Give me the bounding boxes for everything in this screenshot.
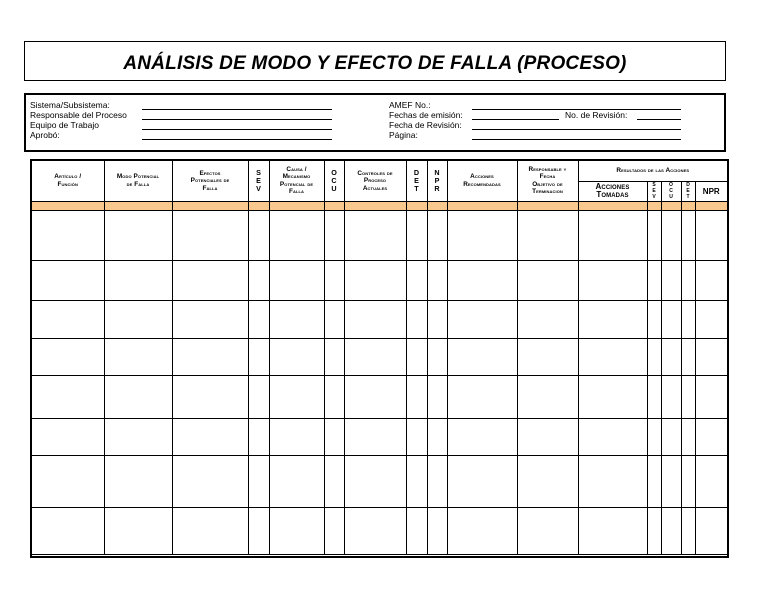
- table-cell[interactable]: [427, 455, 447, 507]
- table-cell[interactable]: [661, 455, 681, 507]
- info-box: [24, 93, 726, 152]
- table-cell[interactable]: [427, 338, 447, 375]
- table-cell[interactable]: [427, 375, 447, 418]
- header-acciones-tomadas-line1: Acciones: [595, 181, 630, 191]
- table-cell[interactable]: [647, 210, 661, 260]
- header-causa-line4: Falla: [288, 188, 305, 196]
- table-cell[interactable]: [695, 375, 727, 418]
- header-causa-line2: Mecanismo: [282, 173, 311, 181]
- header-sev: [248, 161, 269, 201]
- table-cell[interactable]: [324, 300, 344, 338]
- table-cell[interactable]: [517, 300, 578, 338]
- header-sev-e: E: [256, 175, 261, 185]
- header-acciones-tomadas: [578, 181, 647, 201]
- header-ocu-o: O: [331, 167, 337, 177]
- header-sev-v: V: [256, 183, 261, 193]
- table-cell[interactable]: [647, 300, 661, 338]
- table-cell[interactable]: [104, 455, 172, 507]
- table-cell[interactable]: [324, 260, 344, 300]
- table-row: [32, 260, 727, 300]
- table-cell[interactable]: [517, 507, 578, 554]
- header-efectos: [172, 161, 248, 201]
- label-fecha-revision: Fecha de Revisión:: [389, 120, 462, 130]
- table-cell[interactable]: [344, 375, 406, 418]
- header-controles-line3: Actuales: [362, 184, 388, 192]
- table-cell[interactable]: [427, 507, 447, 554]
- header-npr-r: R: [434, 183, 440, 193]
- table-cell[interactable]: [661, 210, 681, 260]
- header-res-sev-v: V: [652, 194, 656, 200]
- table-cell[interactable]: [248, 418, 269, 455]
- table-cell[interactable]: [269, 300, 324, 338]
- table-cell[interactable]: [32, 260, 104, 300]
- table-cell[interactable]: [647, 375, 661, 418]
- table-cell[interactable]: [104, 418, 172, 455]
- table-cell[interactable]: [578, 338, 647, 375]
- table-cell[interactable]: [517, 418, 578, 455]
- table-cell[interactable]: [104, 375, 172, 418]
- header-det: [406, 161, 427, 201]
- table-cell[interactable]: [172, 418, 248, 455]
- table-cell[interactable]: [104, 260, 172, 300]
- header-causa-line1: Causa /: [286, 165, 307, 173]
- table-cell[interactable]: [681, 455, 695, 507]
- header-acciones-line1: Acciones: [470, 173, 494, 181]
- table-cell[interactable]: [269, 455, 324, 507]
- table-cell[interactable]: [427, 210, 447, 260]
- table-cell[interactable]: [32, 300, 104, 338]
- field-responsable[interactable]: [142, 119, 332, 120]
- table-cell[interactable]: [447, 418, 517, 455]
- header-det-t: T: [414, 183, 419, 193]
- header-articulo-line1: Artículo /: [54, 173, 82, 181]
- title-box: [24, 41, 726, 81]
- table-cell[interactable]: [324, 375, 344, 418]
- table-cell[interactable]: [269, 418, 324, 455]
- header-res-det: [681, 181, 695, 201]
- table-cell[interactable]: [248, 300, 269, 338]
- table-cell[interactable]: [172, 210, 248, 260]
- header-efectos-line3: Falla: [202, 184, 218, 192]
- table-cell[interactable]: [406, 338, 427, 375]
- header-res-npr: [695, 181, 727, 201]
- header-acciones-line2: Recomendadas: [463, 180, 501, 188]
- header-efectos-line2: Potenciales de: [190, 177, 230, 184]
- table-cell[interactable]: [517, 455, 578, 507]
- field-fecha-revision[interactable]: [472, 129, 681, 130]
- table-cell[interactable]: [661, 338, 681, 375]
- table-cell[interactable]: [32, 210, 104, 260]
- header-det-e: E: [414, 175, 419, 185]
- table-cell[interactable]: [647, 455, 661, 507]
- table-cell[interactable]: [104, 300, 172, 338]
- table-row: [32, 418, 727, 455]
- orange-separator-row: [32, 201, 727, 210]
- table-cell[interactable]: [447, 338, 517, 375]
- table-cell[interactable]: [344, 338, 406, 375]
- table-cell[interactable]: [248, 260, 269, 300]
- table-cell[interactable]: [695, 338, 727, 375]
- table-cell[interactable]: [104, 210, 172, 260]
- table-cell[interactable]: [324, 455, 344, 507]
- header-articulo: [32, 161, 104, 201]
- table-cell[interactable]: [172, 338, 248, 375]
- field-equipo[interactable]: [142, 129, 332, 130]
- table-cell[interactable]: [661, 375, 681, 418]
- table-cell[interactable]: [248, 375, 269, 418]
- table-cell[interactable]: [32, 338, 104, 375]
- table-cell[interactable]: [647, 507, 661, 554]
- table-cell[interactable]: [661, 418, 681, 455]
- table-cell[interactable]: [681, 418, 695, 455]
- header-responsable: [517, 161, 578, 201]
- fmea-body: [32, 201, 727, 554]
- header-ocu-c: C: [331, 175, 337, 185]
- header-acciones-recomendadas: [447, 161, 517, 201]
- table-cell[interactable]: [647, 338, 661, 375]
- table-cell[interactable]: [32, 375, 104, 418]
- table-cell[interactable]: [324, 418, 344, 455]
- table-cell[interactable]: [578, 260, 647, 300]
- table-row: [32, 455, 727, 507]
- header-res-sev-s: S: [652, 182, 656, 188]
- header-controles-line2: Proceso: [363, 177, 387, 184]
- label-responsable: Responsable del Proceso: [30, 110, 127, 120]
- header-res-sev: [647, 181, 661, 201]
- table-cell[interactable]: [248, 507, 269, 554]
- label-pagina: Página:: [389, 130, 418, 140]
- field-aprobo[interactable]: [142, 139, 332, 140]
- table-cell[interactable]: [447, 455, 517, 507]
- header-sev-s: S: [256, 167, 261, 177]
- table-row: [32, 300, 727, 338]
- table-cell[interactable]: [647, 418, 661, 455]
- header-ocu: [324, 161, 344, 201]
- table-cell[interactable]: [681, 507, 695, 554]
- table-cell[interactable]: [104, 338, 172, 375]
- table-cell[interactable]: [172, 375, 248, 418]
- table-cell[interactable]: [517, 210, 578, 260]
- table-cell[interactable]: [104, 507, 172, 554]
- table-cell[interactable]: [447, 507, 517, 554]
- table-cell[interactable]: [695, 455, 727, 507]
- header-acciones-tomadas-line2: Tomadas: [596, 190, 629, 199]
- fmea-table: [32, 161, 727, 555]
- table-row: [32, 507, 727, 554]
- header-responsable-line3: Objetivo de: [532, 180, 563, 188]
- table-cell[interactable]: [661, 507, 681, 554]
- table-row: [32, 210, 727, 260]
- header-causa-line3: Potencial de: [279, 180, 314, 188]
- header-modo-line1: Modo Potencial: [116, 173, 160, 181]
- label-aprobo: Aprobó:: [30, 130, 60, 140]
- header-modo-line2: de Falla: [126, 180, 150, 188]
- table-cell[interactable]: [406, 210, 427, 260]
- header-causa: [269, 161, 324, 201]
- table-cell[interactable]: [344, 455, 406, 507]
- table-cell[interactable]: [695, 210, 727, 260]
- header-controles-line1: Controles de: [357, 169, 393, 177]
- table-cell[interactable]: [344, 300, 406, 338]
- table-cell[interactable]: [269, 507, 324, 554]
- header-responsable-line1: Responsable y: [528, 165, 567, 173]
- table-cell[interactable]: [661, 300, 681, 338]
- header-responsable-line2: Fecha: [539, 173, 556, 181]
- table-cell[interactable]: [681, 260, 695, 300]
- table-cell[interactable]: [578, 507, 647, 554]
- table-cell[interactable]: [406, 507, 427, 554]
- header-modo: [104, 161, 172, 201]
- table-cell[interactable]: [681, 338, 695, 375]
- table-cell[interactable]: [406, 260, 427, 300]
- header-res-det-e: E: [686, 188, 690, 194]
- table-cell[interactable]: [647, 260, 661, 300]
- header-res-ocu-u: U: [669, 194, 673, 200]
- label-sistema: Sistema/Subsistema:: [30, 100, 110, 110]
- table-cell[interactable]: [172, 455, 248, 507]
- label-fechas-emision: Fechas de emisión:: [389, 110, 463, 120]
- table-cell[interactable]: [695, 260, 727, 300]
- table-cell[interactable]: [172, 507, 248, 554]
- table-cell[interactable]: [427, 418, 447, 455]
- table-cell[interactable]: [406, 375, 427, 418]
- header-responsable-line4: Terminacion: [532, 188, 563, 196]
- table-cell[interactable]: [427, 300, 447, 338]
- table-cell[interactable]: [32, 455, 104, 507]
- table-cell[interactable]: [681, 375, 695, 418]
- table-cell[interactable]: [681, 210, 695, 260]
- table-cell[interactable]: [578, 300, 647, 338]
- header-efectos-line1: Efectos: [199, 169, 221, 177]
- field-amef-no[interactable]: [472, 109, 681, 110]
- table-cell[interactable]: [324, 210, 344, 260]
- table-cell[interactable]: [578, 210, 647, 260]
- table-cell[interactable]: [344, 260, 406, 300]
- header-res-det-t: T: [686, 194, 690, 200]
- table-cell[interactable]: [695, 300, 727, 338]
- table-cell[interactable]: [517, 375, 578, 418]
- table-cell[interactable]: [324, 338, 344, 375]
- header-resultados-text: Resultados de las Acciones: [616, 167, 690, 174]
- table-cell[interactable]: [344, 418, 406, 455]
- table-cell[interactable]: [324, 507, 344, 554]
- header-res-ocu-o: O: [669, 182, 673, 188]
- table-cell[interactable]: [32, 418, 104, 455]
- table-cell[interactable]: [661, 260, 681, 300]
- table-cell[interactable]: [248, 338, 269, 375]
- table-cell[interactable]: [269, 210, 324, 260]
- fmea-table-frame: [30, 159, 729, 558]
- table-cell[interactable]: [427, 260, 447, 300]
- table-row: [32, 375, 727, 418]
- table-cell[interactable]: [578, 418, 647, 455]
- table-cell[interactable]: [172, 260, 248, 300]
- table-cell[interactable]: [172, 300, 248, 338]
- table-cell[interactable]: [344, 507, 406, 554]
- header-res-ocu-c: C: [669, 188, 673, 194]
- table-cell[interactable]: [248, 210, 269, 260]
- table-cell[interactable]: [695, 418, 727, 455]
- table-cell[interactable]: [447, 260, 517, 300]
- header-npr-p: P: [434, 175, 440, 185]
- table-cell[interactable]: [447, 300, 517, 338]
- header-articulo-line2: Función: [57, 180, 78, 188]
- table-cell[interactable]: [406, 455, 427, 507]
- header-controles: [344, 161, 406, 201]
- header-npr-n: N: [434, 167, 440, 177]
- table-cell[interactable]: [447, 375, 517, 418]
- table-cell[interactable]: [578, 375, 647, 418]
- header-res-det-d: D: [686, 182, 690, 188]
- table-cell[interactable]: [517, 338, 578, 375]
- label-amef-no: AMEF No.:: [389, 100, 431, 110]
- table-cell[interactable]: [695, 507, 727, 554]
- table-row: [32, 338, 727, 375]
- label-no-revision: No. de Revisión:: [565, 110, 628, 120]
- header-res-ocu: [661, 181, 681, 201]
- table-cell[interactable]: [269, 338, 324, 375]
- table-cell[interactable]: [32, 507, 104, 554]
- table-cell[interactable]: [517, 260, 578, 300]
- header-res-npr-text: NPR: [702, 186, 720, 196]
- header-ocu-u: U: [331, 183, 337, 193]
- table-cell[interactable]: [578, 455, 647, 507]
- header-det-d: D: [413, 167, 420, 177]
- header-resultados: [578, 161, 727, 181]
- table-cell[interactable]: [406, 300, 427, 338]
- table-cell[interactable]: [681, 300, 695, 338]
- field-fechas-emision[interactable]: [472, 119, 559, 120]
- field-no-revision[interactable]: [637, 119, 681, 120]
- table-cell[interactable]: [344, 210, 406, 260]
- page-title: ANÁLISIS DE MODO Y EFECTO DE FALLA (PROCESO): [123, 53, 627, 74]
- field-sistema[interactable]: [142, 109, 332, 110]
- field-pagina[interactable]: [472, 139, 681, 140]
- header-npr: [427, 161, 447, 201]
- table-cell[interactable]: [447, 210, 517, 260]
- label-equipo: Equipo de Trabajo: [30, 120, 99, 130]
- table-cell[interactable]: [269, 375, 324, 418]
- table-cell[interactable]: [269, 260, 324, 300]
- table-cell[interactable]: [406, 418, 427, 455]
- header-res-sev-e: E: [652, 188, 656, 194]
- table-cell[interactable]: [248, 455, 269, 507]
